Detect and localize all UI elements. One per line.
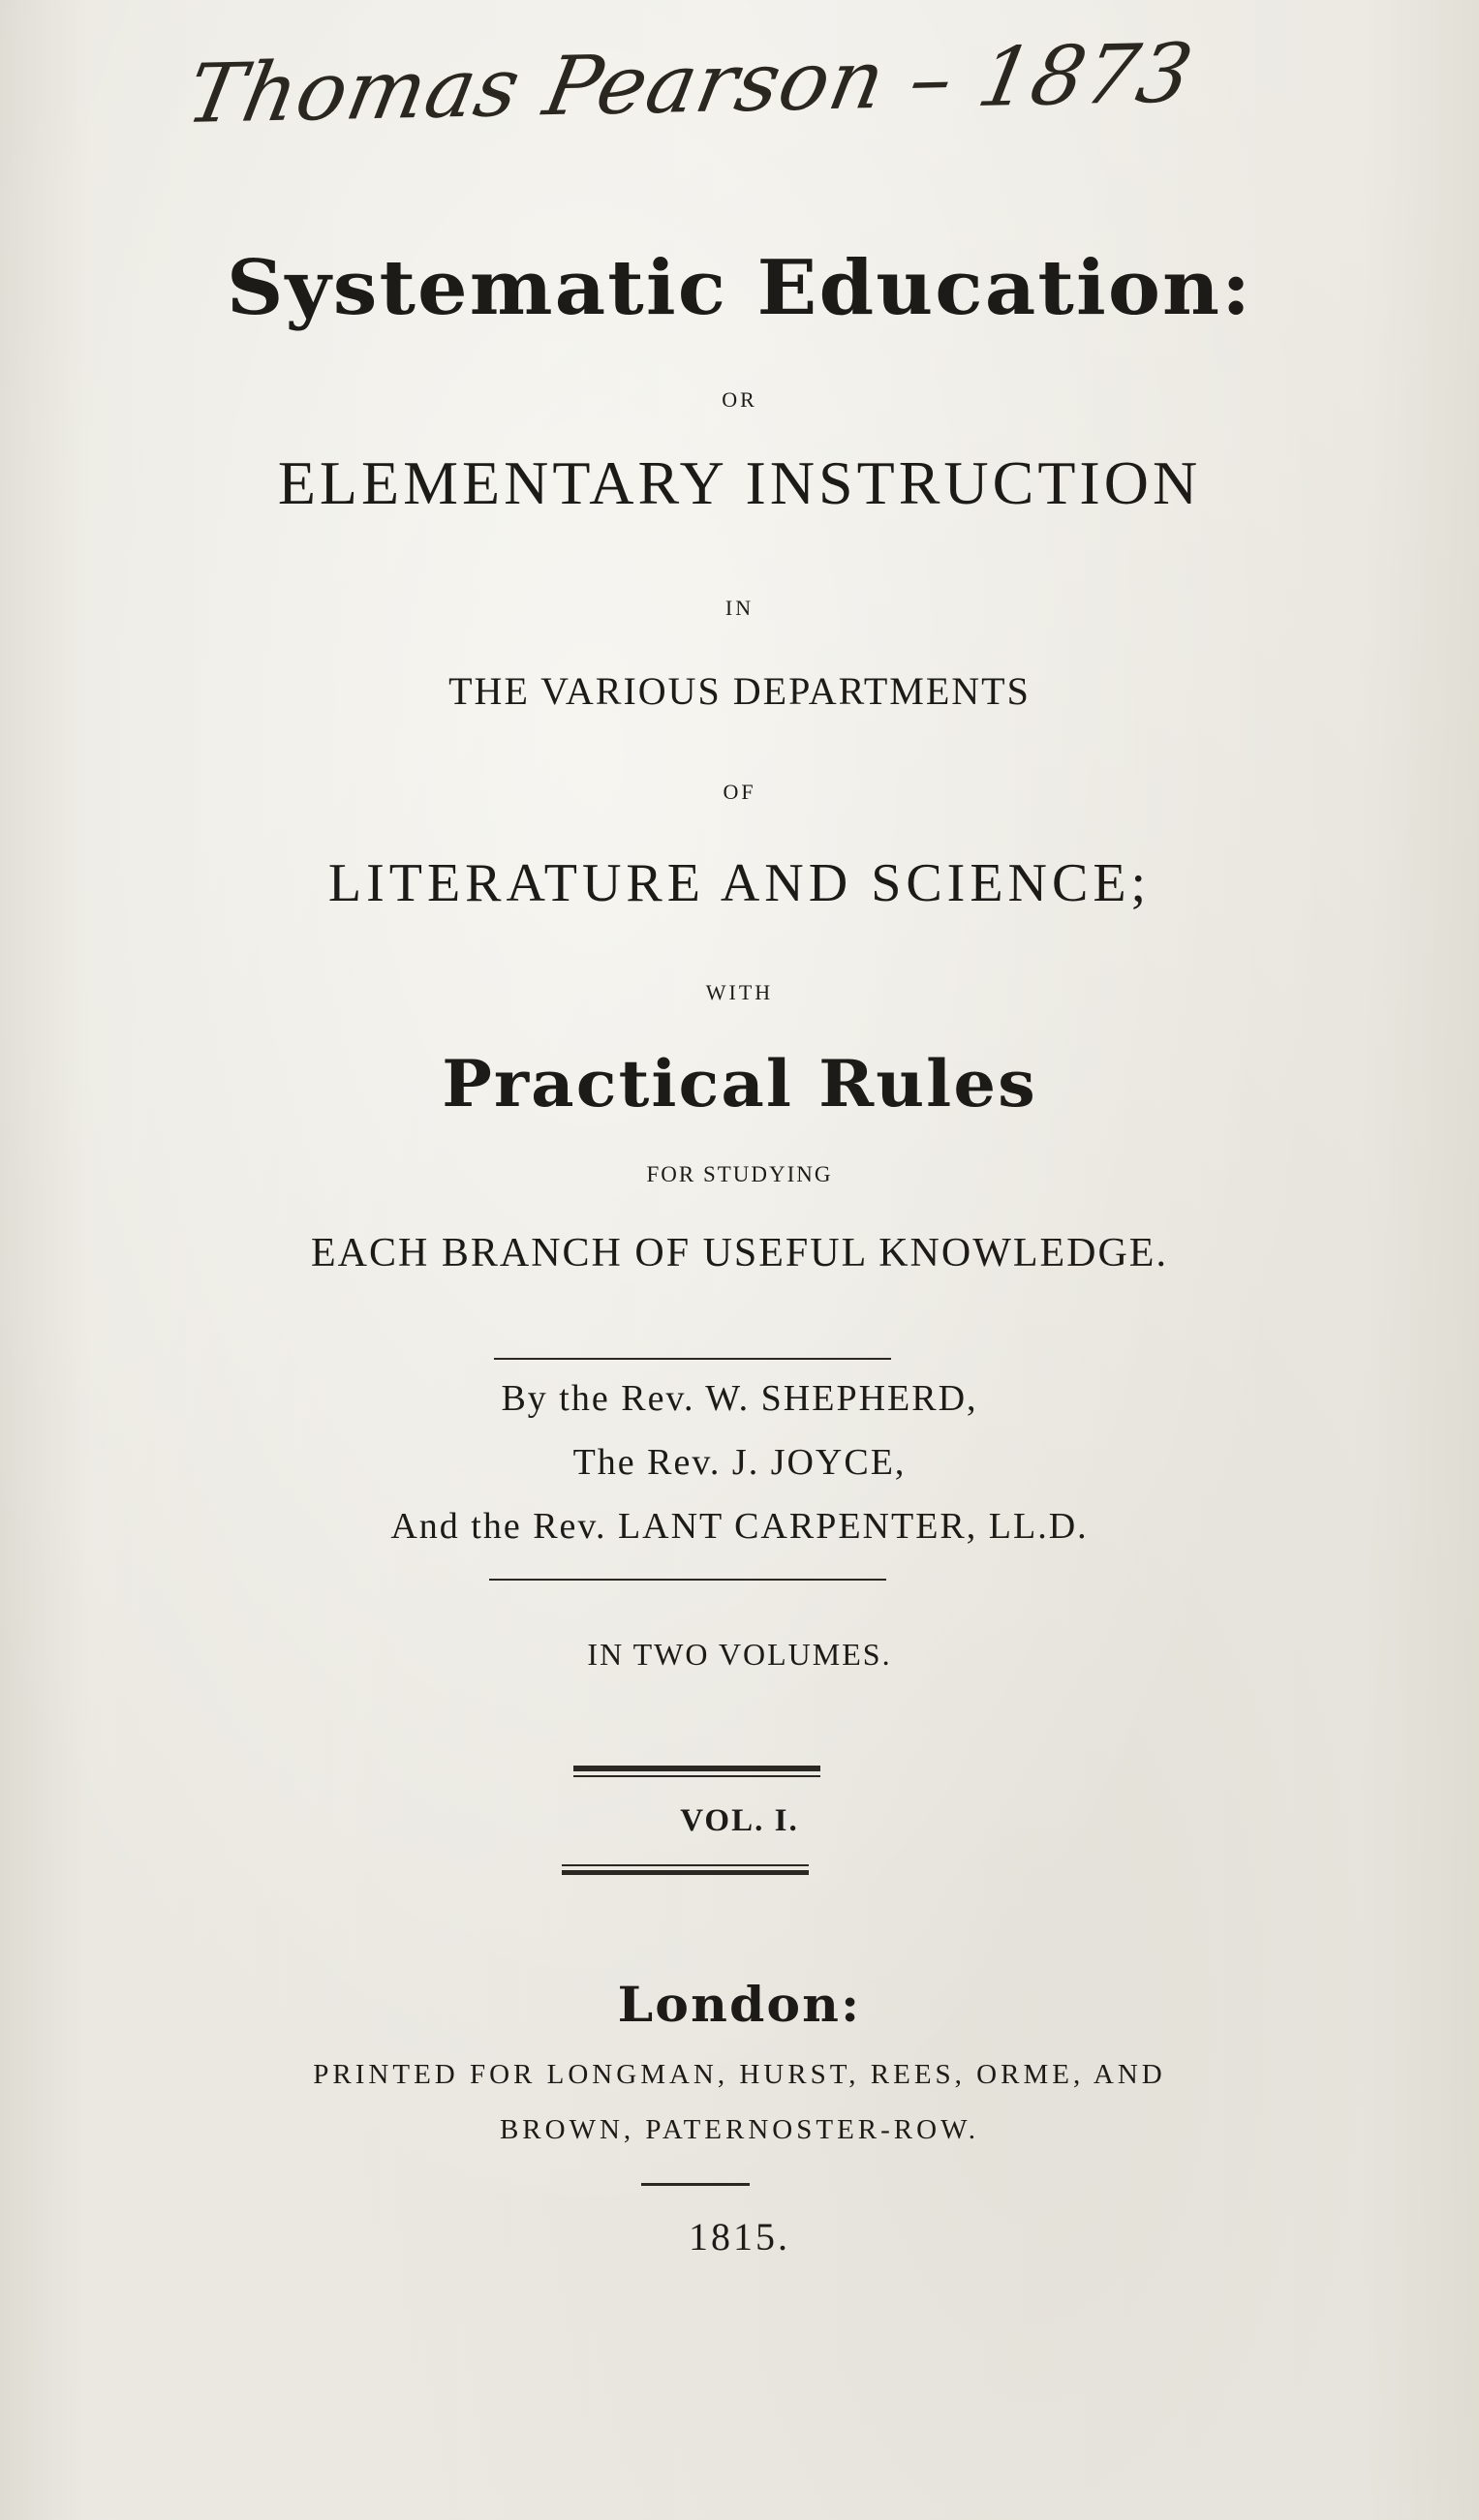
divider-rule (494, 1358, 891, 1360)
imprint-year: 1815. (689, 2215, 790, 2259)
divider-rule-short (641, 2183, 750, 2186)
subtitle-literature-science: LITERATURE AND SCIENCE; (327, 853, 1152, 913)
handwritten-signature: Thomas Pearson – 1873 (179, 25, 1201, 141)
author-line: The Rev. J. JOYCE, (572, 1442, 907, 1483)
subtitle-practical-rules: Practical Rules (442, 1046, 1037, 1122)
subtitle-various-departments: THE VARIOUS DEPARTMENTS (448, 669, 1031, 713)
connector-with: WITH (705, 980, 774, 1004)
subtitle-elementary-instruction: ELEMENTARY INSTRUCTION (277, 448, 1202, 517)
double-rule-thin (562, 1864, 809, 1866)
imprint-publisher-line-1: PRINTED FOR LONGMAN, HURST, REES, ORME, AND (313, 2059, 1166, 2090)
double-rule-thick (573, 1766, 820, 1771)
imprint-place: London: (617, 1976, 862, 2033)
author-line: By the Rev. W. SHEPHERD, (501, 1378, 978, 1419)
connector-for-studying: FOR STUDYING (646, 1162, 833, 1186)
volume-count: IN TWO VOLUMES. (587, 1637, 892, 1672)
connector-or: OR (722, 387, 757, 412)
double-rule-thick (562, 1870, 809, 1875)
volume-number: VOL. I. (680, 1803, 799, 1838)
author-line: And the Rev. LANT CARPENTER, LL.D. (390, 1506, 1089, 1547)
double-rule-thin (573, 1775, 820, 1777)
subtitle-each-branch: EACH BRANCH OF USEFUL KNOWLEDGE. (311, 1231, 1168, 1275)
imprint-publisher-line-2: BROWN, PATERNOSTER-ROW. (499, 2114, 980, 2145)
divider-rule (489, 1579, 886, 1581)
connector-in: IN (724, 596, 755, 620)
page-title: Systematic Education: (226, 244, 1253, 332)
connector-of: OF (723, 780, 756, 804)
